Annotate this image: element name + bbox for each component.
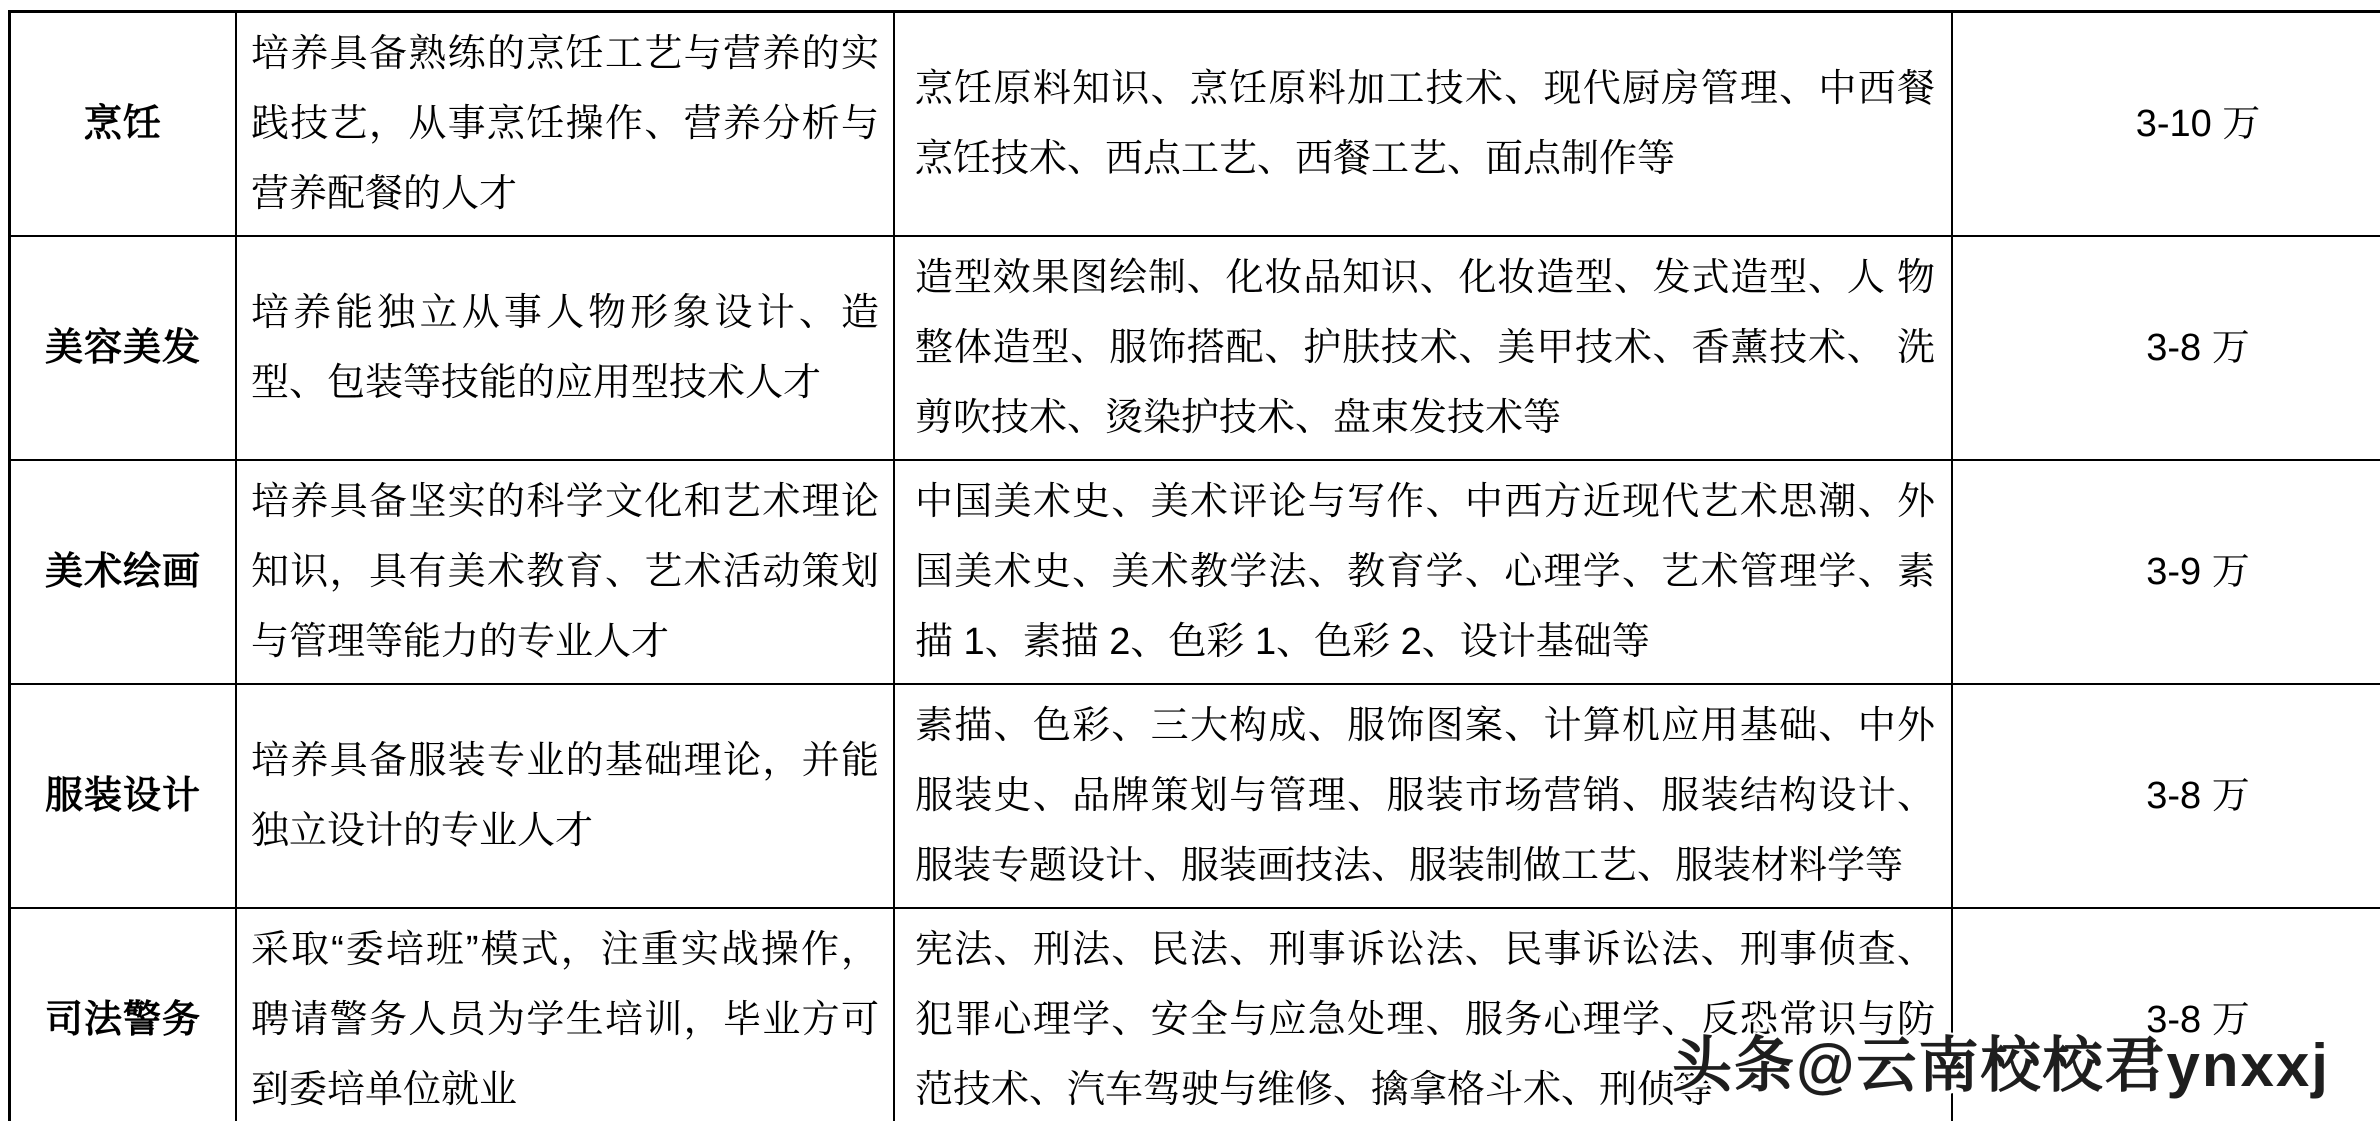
course-list: 宪法、刑法、民法、刑事诉讼法、民事诉讼法、刑事侦查、犯罪心理学、安全与应急处理、服务心理学、反恐常识与防范技术、汽车驾驶与维修、擒拿格斗术、刑侦等: [894, 908, 1952, 1121]
major-name: 美容美发: [10, 236, 237, 460]
training-goal: 培养具备熟练的烹饪工艺与营养的实践技艺，从事烹饪操作、营养分析与营养配餐的人才: [236, 12, 894, 237]
salary-range: 3-8 万: [1952, 684, 2380, 908]
major-name: 服装设计: [10, 684, 237, 908]
salary-range: 3-10 万: [1952, 12, 2380, 237]
salary-range: 3-9 万: [1952, 460, 2380, 684]
majors-table: [8, 10, 2380, 1121]
training-goal: 培养能独立从事人物形象设计、造型、包装等技能的应用型技术人才: [236, 236, 894, 460]
salary-range: 3-8 万: [1952, 908, 2380, 1121]
training-goal: 采取“委培班”模式，注重实战操作，聘请警务人员为学生培训，毕业方可到委培单位就业: [236, 908, 894, 1121]
major-name: 烹饪: [10, 12, 237, 237]
table-row-fine-art: [10, 460, 2380, 684]
major-name: 司法警务: [10, 908, 237, 1121]
course-list: 烹饪原料知识、烹饪原料加工技术、现代厨房管理、中西餐烹饪技术、西点工艺、西餐工艺、面点制作等: [894, 12, 1952, 237]
salary-range: 3-8 万: [1952, 236, 2380, 460]
major-name: 美术绘画: [10, 460, 237, 684]
training-goal: 培养具备服装专业的基础理论，并能独立设计的专业人才: [236, 684, 894, 908]
table-row-cooking: [10, 12, 2380, 237]
table-row-beauty-hairdressing: [10, 236, 2380, 460]
course-list: 造型效果图绘制、化妆品知识、化妆造型、发式造型、人 物整体造型、服饰搭配、护肤技术、美甲技术、香薰技术、 洗剪吹技术、烫染护技术、盘束发技术等: [894, 236, 1952, 460]
course-list: 素描、色彩、三大构成、服饰图案、计算机应用基础、中外服装史、品牌策划与管理、服装市场营销、服装结构设计、服装专题设计、服装画技法、服装制做工艺、服装材料学等: [894, 684, 1952, 908]
toutiao-watermark: 头条@云南校校君ynxxj: [1672, 1032, 2330, 1099]
course-list: 中国美术史、美术评论与写作、中西方近现代艺术思潮、外国美术史、美术教学法、教育学、心理学、艺术管理学、素描 1、素描 2、色彩 1、色彩 2、设计基础等: [894, 460, 1952, 684]
table-row-fashion-design: [10, 684, 2380, 908]
training-goal: 培养具备坚实的科学文化和艺术理论知识，具有美术教育、艺术活动策划与管理等能力的专业人才: [236, 460, 894, 684]
table-row-judicial-police: [10, 908, 2380, 1121]
